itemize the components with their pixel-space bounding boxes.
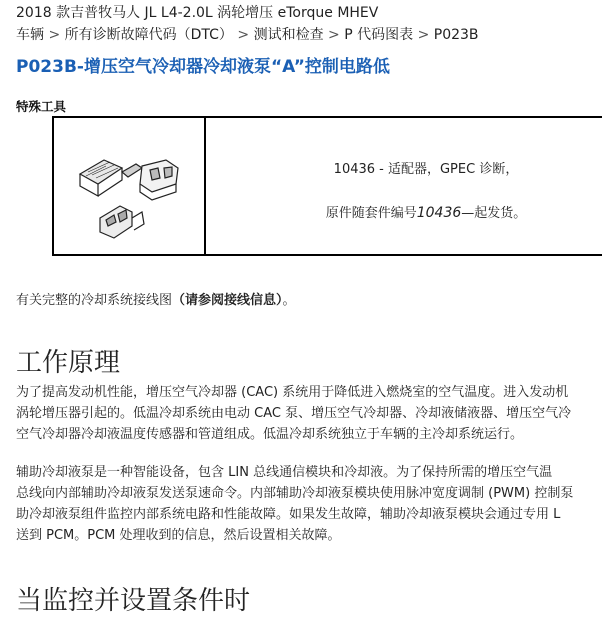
table-divider [204,118,206,254]
page-title: P023B-增压空气冷却器冷却液泵“A”控制电路低 [16,57,390,77]
section-heading-theory: 工作原理 [16,348,121,378]
theory-paragraph-1 [16,382,602,445]
breadcrumb-item-vehicle[interactable]: 车辆 [16,27,44,43]
breadcrumb-item-p-chart[interactable]: P 代码图表 [344,27,414,43]
paragraph-line: 涡轮增压器引起的。低温冷却系统由电动 CAC 泵、增压空气冷却器、冷却液储液器、增压空气冷 [16,406,572,421]
breadcrumb [16,24,479,44]
theory-paragraph-2 [16,462,602,546]
breadcrumb-separator: > [237,27,250,43]
paragraph-line: 为了提高发动机性能，增压空气冷却器 (CAC) 系统用于降低进入燃烧室的空气温度。进入发动机 [16,385,569,400]
section-heading-monitor: 当监控并设置条件时 [16,586,251,616]
paragraph-line: 助冷却液泵组件监控内部系统电路和性能故障。如果发生故障，辅助冷却液泵模块会通过专用 L [16,507,561,522]
tool-kit-note [206,202,602,221]
adapter-tool-illustration [70,134,190,244]
wiring-reference-text: 有关完整的冷却系统接线图 [16,293,173,308]
tool-kit-note-prefix: 原件随套件编号 [325,206,417,221]
wiring-reference-end: 。 [282,293,296,308]
breadcrumb-item-tests[interactable]: 测试和检查 [253,27,324,43]
tool-kit-note-suffix: —起发货。 [461,206,527,221]
paragraph-line: 送到 PCM。PCM 处理收到的信息，然后设置相关故障。 [16,528,341,543]
breadcrumb-separator: > [328,27,340,43]
tool-kit-number: 10436 [416,205,462,221]
breadcrumb-separator: > [48,27,61,43]
tool-description: 10436 - 适配器，GPEC 诊断， [333,162,519,177]
paragraph-line: 辅助冷却液泵是一种智能设备，包含 LIN 总线通信模块和冷却液。为了保持所需的增压空气温 [16,465,553,480]
paragraph-line: 总线向内部辅助冷却液泵发送泵速命令。内部辅助冷却液泵模块使用脉冲宽度调制 (PWM) 控制泵 [16,486,574,501]
vehicle-title: 2018 款吉普牧马人 JL L4-2.0L 涡轮增压 eTorque MHEV [16,5,379,21]
breadcrumb-separator: > [417,27,430,43]
special-tools-label: 特殊工具 [16,99,67,114]
special-tools-table [52,116,602,256]
breadcrumb-item-all-dtc[interactable]: 所有诊断故障代码（DTC） [64,27,233,43]
wiring-reference [16,289,296,308]
paragraph-line: 空气冷却器冷却液温度传感器和管道组成。低温冷却系统独立于车辆的主冷却系统运行。 [16,427,524,442]
breadcrumb-item-current: P023B [433,27,479,43]
wiring-info-link[interactable]: （请参阅接线信息） [172,293,283,308]
